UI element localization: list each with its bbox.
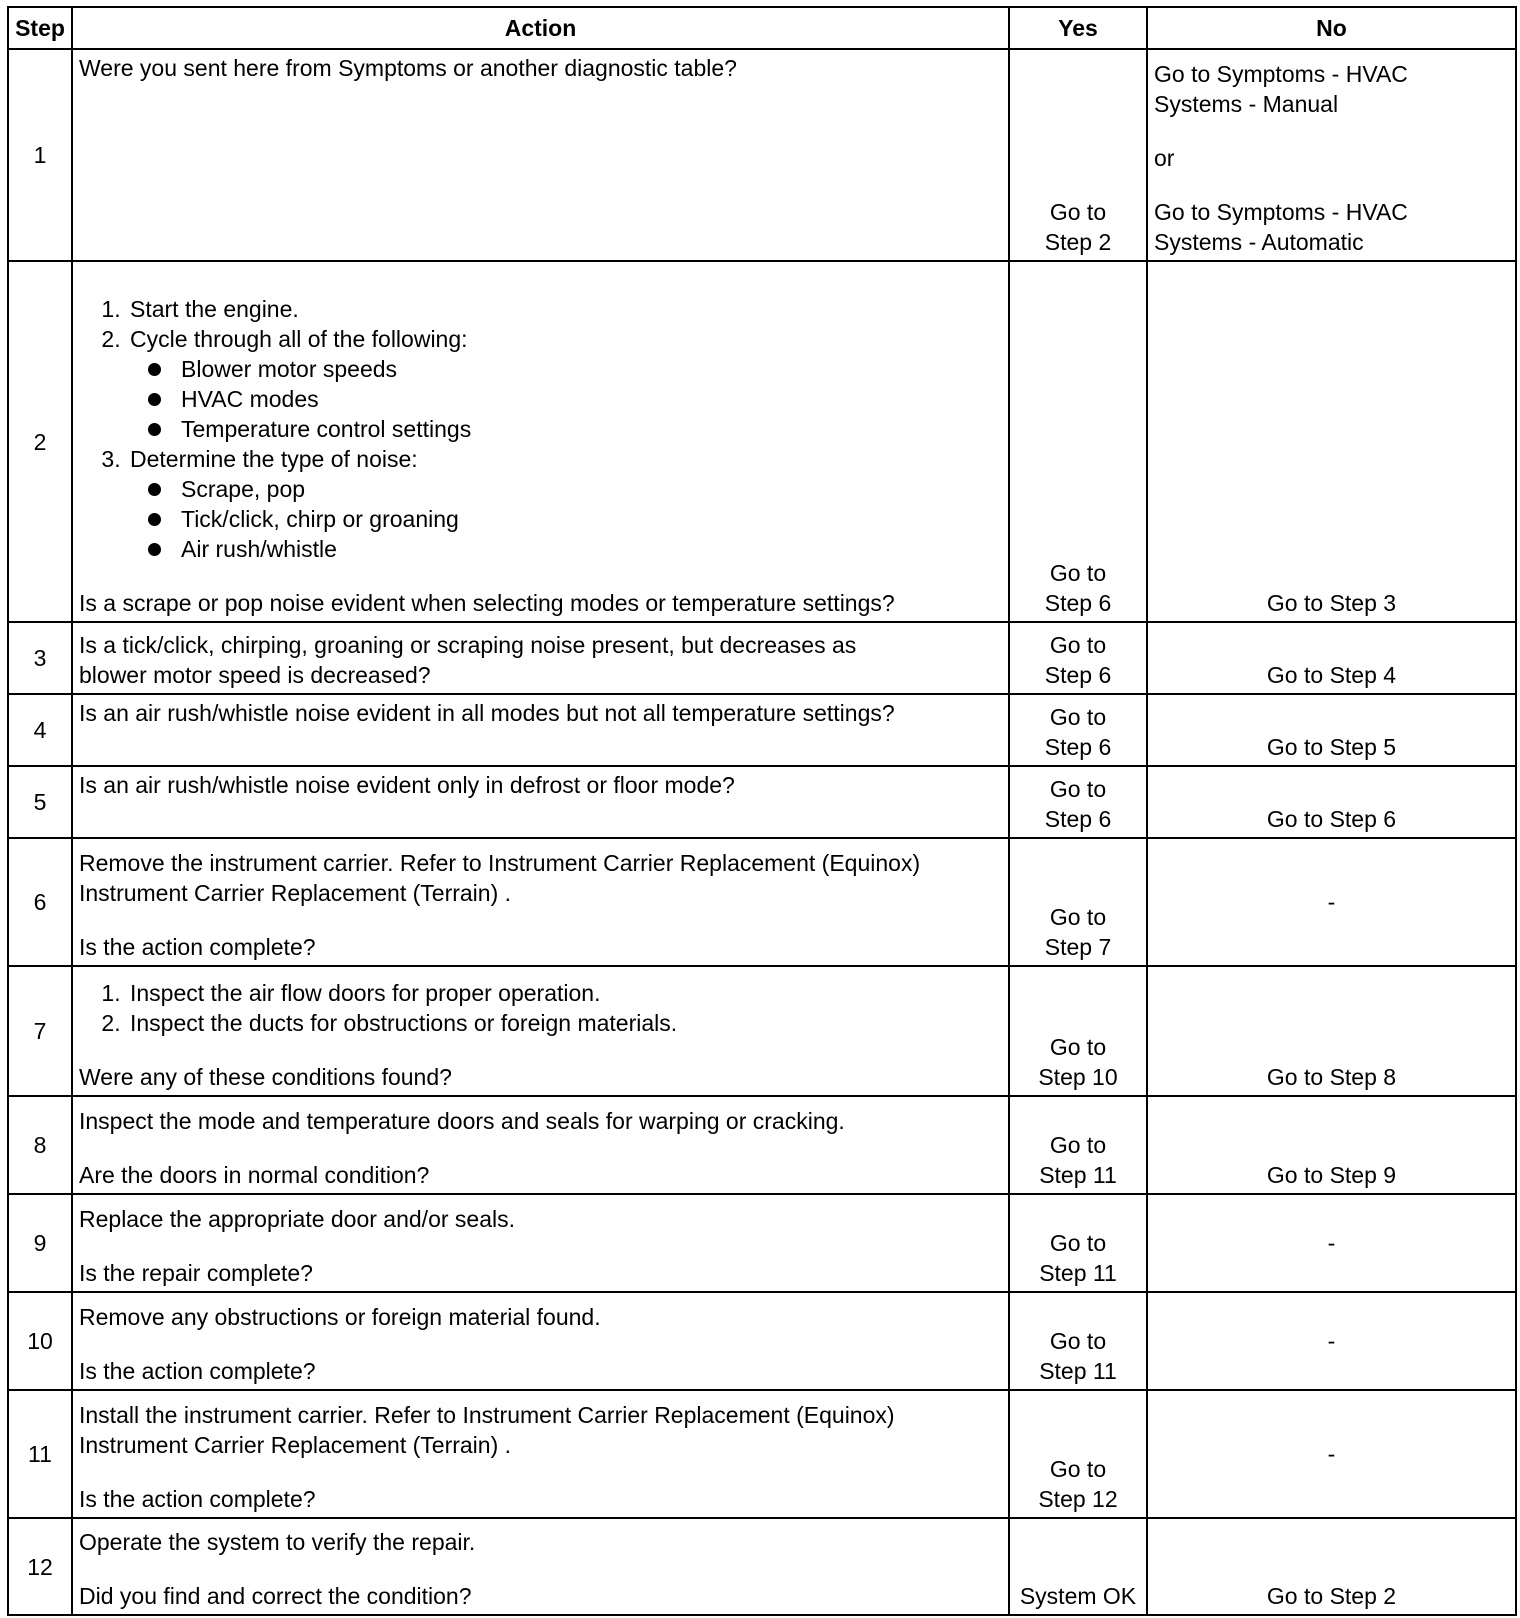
- list-item-text: Cycle through all of the following:: [130, 326, 468, 352]
- action-cell: [72, 49, 1009, 261]
- bullet-list: [130, 354, 1002, 444]
- list-item: 1. Inspect the air flow doors for proper operation.: [127, 978, 1002, 1008]
- no-cell: Go to Step 4: [1147, 622, 1516, 694]
- no-line: Go to Symptoms - HVAC: [1154, 61, 1408, 87]
- action-question: Is an air rush/whistle noise evident in all modes but not all temperature settings?: [79, 700, 895, 726]
- yes-cell: [1009, 1292, 1147, 1390]
- action-question: Were you sent here from Symptoms or another diagnostic table?: [79, 55, 737, 81]
- action-cell: [72, 1096, 1009, 1194]
- yes-line: Go to: [1049, 776, 1107, 802]
- bullet-item: Air rush/whistle: [178, 534, 1002, 564]
- header-row: [8, 7, 1516, 49]
- action-question-line: Is a tick/click, chirping, groaning or scraping noise present, but decreases as: [79, 632, 857, 658]
- action-question: Did you find and correct the condition?: [79, 1583, 472, 1609]
- no-cell: -: [1147, 1194, 1516, 1292]
- yes-line: Step 2: [1044, 229, 1112, 255]
- list-item: 2. Inspect the ducts for obstructions or foreign materials.: [127, 1008, 1002, 1038]
- yes-line: Go to: [1049, 560, 1107, 586]
- no-cell: -: [1147, 838, 1516, 966]
- action-steps-list: [79, 294, 1002, 564]
- yes-cell: [1009, 1194, 1147, 1292]
- no-cell: -: [1147, 1390, 1516, 1518]
- header-step: Step: [8, 7, 72, 49]
- no-line: Systems - Manual: [1154, 91, 1339, 117]
- diagnostic-table: [7, 6, 1517, 1616]
- no-cell: Go to Step 9: [1147, 1096, 1516, 1194]
- no-cell: Go to Step 6: [1147, 766, 1516, 838]
- yes-line: Go to: [1049, 704, 1107, 730]
- bullet-item: Blower motor speeds: [178, 354, 1002, 384]
- bullet-item: Scrape, pop: [178, 474, 1002, 504]
- yes-line: Step 10: [1038, 1064, 1118, 1090]
- yes-line: Step 12: [1038, 1486, 1118, 1512]
- no-line: or: [1154, 145, 1175, 171]
- action-cell: [72, 838, 1009, 966]
- bullet-list: [130, 474, 1002, 564]
- yes-line: Step 11: [1039, 1260, 1117, 1286]
- step-number: 6: [8, 838, 72, 966]
- table-row: [8, 1518, 1516, 1615]
- step-number: 9: [8, 1194, 72, 1292]
- header-no: No: [1147, 7, 1516, 49]
- step-number: 8: [8, 1096, 72, 1194]
- action-cell: [72, 766, 1009, 838]
- yes-line: Step 6: [1044, 734, 1112, 760]
- action-instruction-line: Install the instrument carrier. Refer to Instrument Carrier Replacement (Equinox): [79, 1402, 895, 1428]
- no-line: Go to Symptoms - HVAC: [1154, 199, 1408, 225]
- list-item-text: Determine the type of noise:: [130, 446, 418, 472]
- action-question: Is the repair complete?: [79, 1260, 313, 1286]
- no-cell: Go to Step 3: [1147, 261, 1516, 622]
- step-number: 1: [8, 49, 72, 261]
- yes-line: Go to: [1049, 904, 1107, 930]
- table-row: [8, 694, 1516, 766]
- action-instruction-line: Operate the system to verify the repair.: [79, 1529, 476, 1555]
- yes-line: Step 6: [1044, 806, 1112, 832]
- step-number: 3: [8, 622, 72, 694]
- table-row: [8, 1292, 1516, 1390]
- yes-cell: [1009, 1096, 1147, 1194]
- yes-line: Go to: [1049, 1132, 1107, 1158]
- step-number: 2: [8, 261, 72, 622]
- header-action: Action: [72, 7, 1009, 49]
- yes-line: Step 6: [1044, 590, 1112, 616]
- table-row: [8, 1390, 1516, 1518]
- list-item: [127, 444, 1002, 564]
- action-instruction-line: Inspect the mode and temperature doors and seals for warping or cracking.: [79, 1108, 845, 1134]
- yes-line: Go to: [1049, 1456, 1107, 1482]
- no-cell: Go to Step 8: [1147, 966, 1516, 1096]
- yes-line: Step 11: [1039, 1358, 1117, 1384]
- action-cell: [72, 261, 1009, 622]
- action-question-line: blower motor speed is decreased?: [79, 662, 431, 688]
- action-cell: [72, 966, 1009, 1096]
- table-row: [8, 1096, 1516, 1194]
- yes-cell: [1009, 261, 1147, 622]
- bullet-item: Temperature control settings: [178, 414, 1002, 444]
- action-question: Is an air rush/whistle noise evident only in defrost or floor mode?: [79, 772, 735, 798]
- table-row: [8, 622, 1516, 694]
- step-number: 5: [8, 766, 72, 838]
- list-item: [127, 294, 1002, 324]
- no-cell: -: [1147, 1292, 1516, 1390]
- step-number: 11: [8, 1390, 72, 1518]
- yes-cell: [1009, 1518, 1147, 1615]
- yes-line: Go to: [1049, 199, 1107, 225]
- table-row: [8, 49, 1516, 261]
- step-number: 7: [8, 966, 72, 1096]
- action-question: Is a scrape or pop noise evident when selecting modes or temperature settings?: [79, 590, 895, 616]
- table-row: [8, 838, 1516, 966]
- yes-cell: [1009, 49, 1147, 261]
- action-instruction-line: Instrument Carrier Replacement (Terrain) .: [79, 1432, 512, 1458]
- header-yes: Yes: [1009, 7, 1147, 49]
- action-instruction-line: Remove any obstructions or foreign material found.: [79, 1304, 601, 1330]
- list-item-text: Start the engine.: [130, 296, 299, 322]
- yes-cell: [1009, 622, 1147, 694]
- table-row: [8, 766, 1516, 838]
- yes-line: Step 7: [1044, 934, 1112, 960]
- step-number: 10: [8, 1292, 72, 1390]
- action-cell: [72, 1194, 1009, 1292]
- no-line: Systems - Automatic: [1154, 229, 1364, 255]
- yes-line: Go to: [1049, 1034, 1107, 1060]
- action-question: Are the doors in normal condition?: [79, 1162, 430, 1188]
- action-cell: [72, 622, 1009, 694]
- action-question: Were any of these conditions found?: [79, 1064, 452, 1090]
- action-instruction-line: Remove the instrument carrier. Refer to Instrument Carrier Replacement (Equinox): [79, 850, 921, 876]
- yes-cell: [1009, 966, 1147, 1096]
- yes-cell: [1009, 694, 1147, 766]
- action-steps-list: [79, 978, 1002, 1038]
- action-instruction-line: Instrument Carrier Replacement (Terrain) .: [79, 880, 512, 906]
- no-cell: [1147, 49, 1516, 261]
- action-instruction-line: Replace the appropriate door and/or seals.: [79, 1206, 516, 1232]
- action-question: Is the action complete?: [79, 1486, 316, 1512]
- step-number: 12: [8, 1518, 72, 1615]
- yes-line: Go to: [1049, 632, 1107, 658]
- yes-line: Step 6: [1044, 662, 1112, 688]
- yes-cell: [1009, 1390, 1147, 1518]
- action-cell: [72, 1518, 1009, 1615]
- action-cell: [72, 1390, 1009, 1518]
- yes-cell: [1009, 838, 1147, 966]
- table-row: [8, 261, 1516, 622]
- no-cell: Go to Step 2: [1147, 1518, 1516, 1615]
- action-question: Is the action complete?: [79, 1358, 316, 1384]
- action-cell: [72, 694, 1009, 766]
- yes-line: System OK: [1019, 1583, 1137, 1609]
- yes-cell: [1009, 766, 1147, 838]
- diagnostic-table-page: [7, 6, 1515, 1614]
- bullet-item: HVAC modes: [178, 384, 1002, 414]
- yes-line: Go to: [1049, 1230, 1107, 1256]
- action-question: Is the action complete?: [79, 934, 316, 960]
- yes-line: Go to: [1049, 1328, 1107, 1354]
- table-row: [8, 1194, 1516, 1292]
- no-cell: Go to Step 5: [1147, 694, 1516, 766]
- table-row: [8, 966, 1516, 1096]
- yes-line: Step 11: [1039, 1162, 1117, 1188]
- action-cell: [72, 1292, 1009, 1390]
- list-item: [127, 324, 1002, 444]
- step-number: 4: [8, 694, 72, 766]
- bullet-item: Tick/click, chirp or groaning: [178, 504, 1002, 534]
